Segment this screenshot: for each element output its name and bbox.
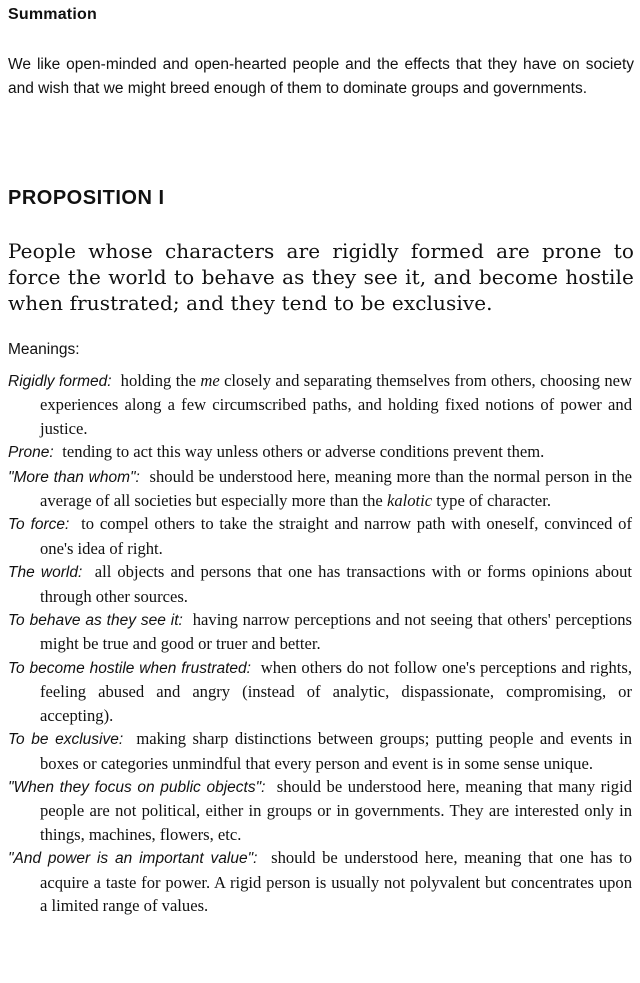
summation-text: We like open-minded and open-hearted people and the effects that they have on society and wish that we might breed enough of them to dominate groups and governments. [8,56,634,97]
meanings-label: Meanings: [8,341,80,358]
meanings-list [8,369,632,917]
proposition-statement: People whose characters are rigidly formed are prone to force the world to behave as they see it, and become hostile when frustrated; and they tend to be exclusive. [8,239,634,315]
meaning-definition: should be understood here, meaning more than the normal person in the average of all societies but especially more than the [40,466,632,511]
meaning-term: Prone: [8,444,54,462]
meaning-term: "When they focus on public objects": [8,778,266,796]
meaning-term: To be exclusive: [8,731,124,749]
meaning-definition-emphasis: kalotic [386,491,433,511]
proposition-heading: PROPOSITION I [8,187,165,209]
meaning-entry [8,608,632,656]
meaning-entry [8,512,632,560]
meaning-entry [8,560,632,608]
summation-heading: Summation [8,6,97,23]
meaning-definition: when others do not follow one's perceptions and rights, feeling abused and angry (instead of analytic, dispassionate, compromising, or accepting). [40,657,632,725]
meaning-definition: all objects and persons that one has transactions with or forms opinions about through other sources. [40,562,632,606]
meaning-term: Rigidly formed: [8,373,112,390]
meaning-term: "And power is an important value": [8,850,258,868]
meaning-term: To become hostile when frustrated: [8,659,251,677]
meaning-entry [8,846,632,917]
meaning-definition-rest: closely and separating themselves from others, choosing new experiences along a few circumscribed paths, and holding fixed notions of power and justice. [40,371,632,438]
meaning-term: To force: [8,516,70,534]
meaning-definition: to compel others to take the straight and narrow path with oneself, convinced of one's idea of right. [40,514,632,558]
meaning-term: To behave as they see it: [8,612,183,630]
meaning-entry [8,727,632,775]
meaning-definition: having narrow perceptions and not seeing that others' perceptions might be true and good or truer and better. [40,610,632,654]
meaning-term: The world: [8,564,83,582]
meaning-entry [8,369,632,440]
meaning-definition: making sharp distinctions between groups; putting people and events in boxes or categories unmindful that every person and event is in some sense unique. [40,729,632,773]
meaning-entry [8,656,632,727]
meaning-term: "More than whom": [8,468,140,486]
meaning-entry [8,465,632,513]
meaning-definition: holding the [120,371,201,390]
meaning-definition-emphasis: me [200,371,220,390]
meaning-entry [8,775,632,846]
meaning-definition: should be understood here, meaning that one has to acquire a taste for power. A rigid person is usually not polyvalent but concentrates upon a limited range of values. [40,848,632,915]
meaning-entry [8,440,632,464]
meaning-definition-rest: type of character. [432,491,551,511]
meaning-definition: should be understood here, meaning that many rigid people are not political, either in groups or in governments. They are interested only in things, machines, flowers, etc. [40,776,632,844]
meaning-definition: tending to act this way unless others or adverse conditions prevent them. [62,442,545,462]
